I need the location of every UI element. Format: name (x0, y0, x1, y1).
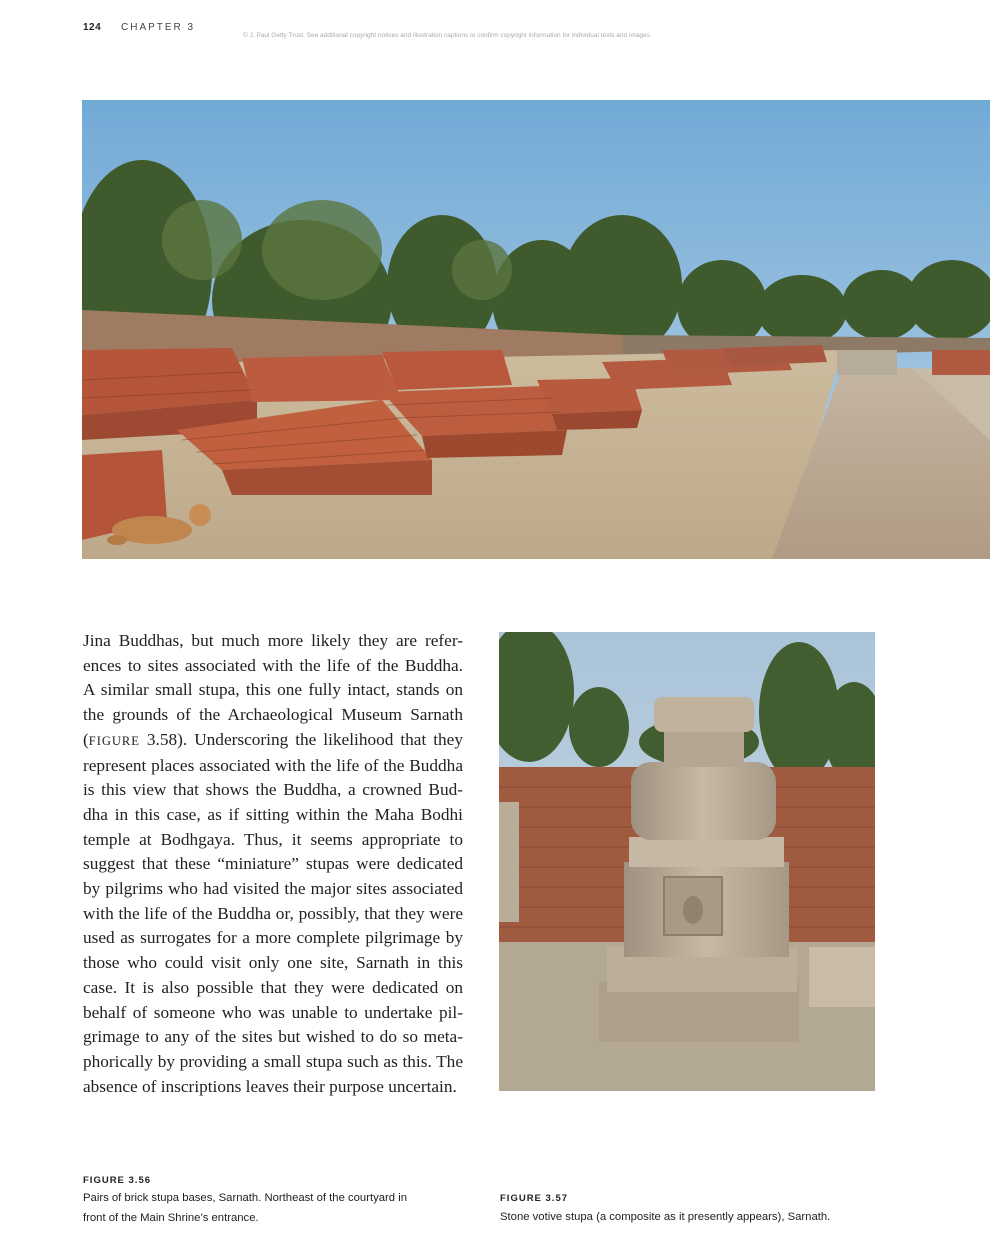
body-line: behalf of someone who was unable to undertake pil- (83, 1002, 463, 1022)
running-head-chapter: CHAPTER 3 (121, 22, 196, 33)
body-line: absence of inscriptions leaves their purpose uncertain. (83, 1076, 457, 1096)
body-line: dha in this case, as if sitting within the Maha Bodhi (83, 804, 463, 824)
figure-3-56-caption: Pairs of brick stupa bases, Sarnath. Northeast of the courtyard in front of the Main Shrine’s entrance. (83, 1192, 408, 1224)
figure-3-57-photo (499, 632, 875, 1091)
body-line: suggest that these “miniature” stupas were dedicated (83, 854, 463, 874)
figure-3-56-label: FIGURE 3.56 (83, 1175, 152, 1186)
figure-reference: FIGURE (88, 733, 140, 748)
body-line: ences to sites associated with the life of the Buddha. (83, 655, 463, 675)
body-line: grimage to any of the sites but wished to do so meta- (83, 1027, 463, 1047)
body-line: Jina Buddhas, but much more likely they are refer- (83, 631, 463, 650)
figure-3-57-caption: Stone votive stupa (a composite as it presently appears), Sarnath. (500, 1211, 831, 1223)
body-line: the grounds of the Archaeological Museum Sarnath (83, 705, 463, 725)
body-line: temple at Bodhgaya. Thus, it seems appropriate to (83, 829, 463, 849)
figure-3-57-label: FIGURE 3.57 (500, 1193, 569, 1204)
body-line: A similar small stupa, this one fully intact, stands on (83, 680, 463, 700)
body-line: with the life of the Buddha or, possibly, that they were (83, 903, 463, 923)
body-line: case. It is also possible that they were dedicated on (83, 977, 463, 997)
body-text (83, 629, 463, 1099)
body-line: is this view that shows the Buddha, a crowned Bud- (83, 780, 463, 800)
copyright-notice: © J. Paul Getty Trust. See additional copyright notices and illustration captions to confirm copyright information for individual texts and images (243, 32, 650, 39)
body-line: those who could visit only one site, Sarnath in this (83, 953, 463, 973)
body-line: phorically by providing a small stupa such as this. The (83, 1051, 463, 1071)
page-number: 124 (83, 22, 102, 33)
figure-reference-line: (FIGURE 3.58). Underscoring the likelihood that they (83, 729, 463, 749)
body-line: used as surrogates for a more complete pilgrimage by (83, 928, 463, 948)
figure-3-56-photo (82, 100, 990, 559)
body-line: represent places associated with the life of the Buddha (83, 755, 463, 775)
body-line: by pilgrims who had visited the major sites associated (83, 879, 463, 899)
